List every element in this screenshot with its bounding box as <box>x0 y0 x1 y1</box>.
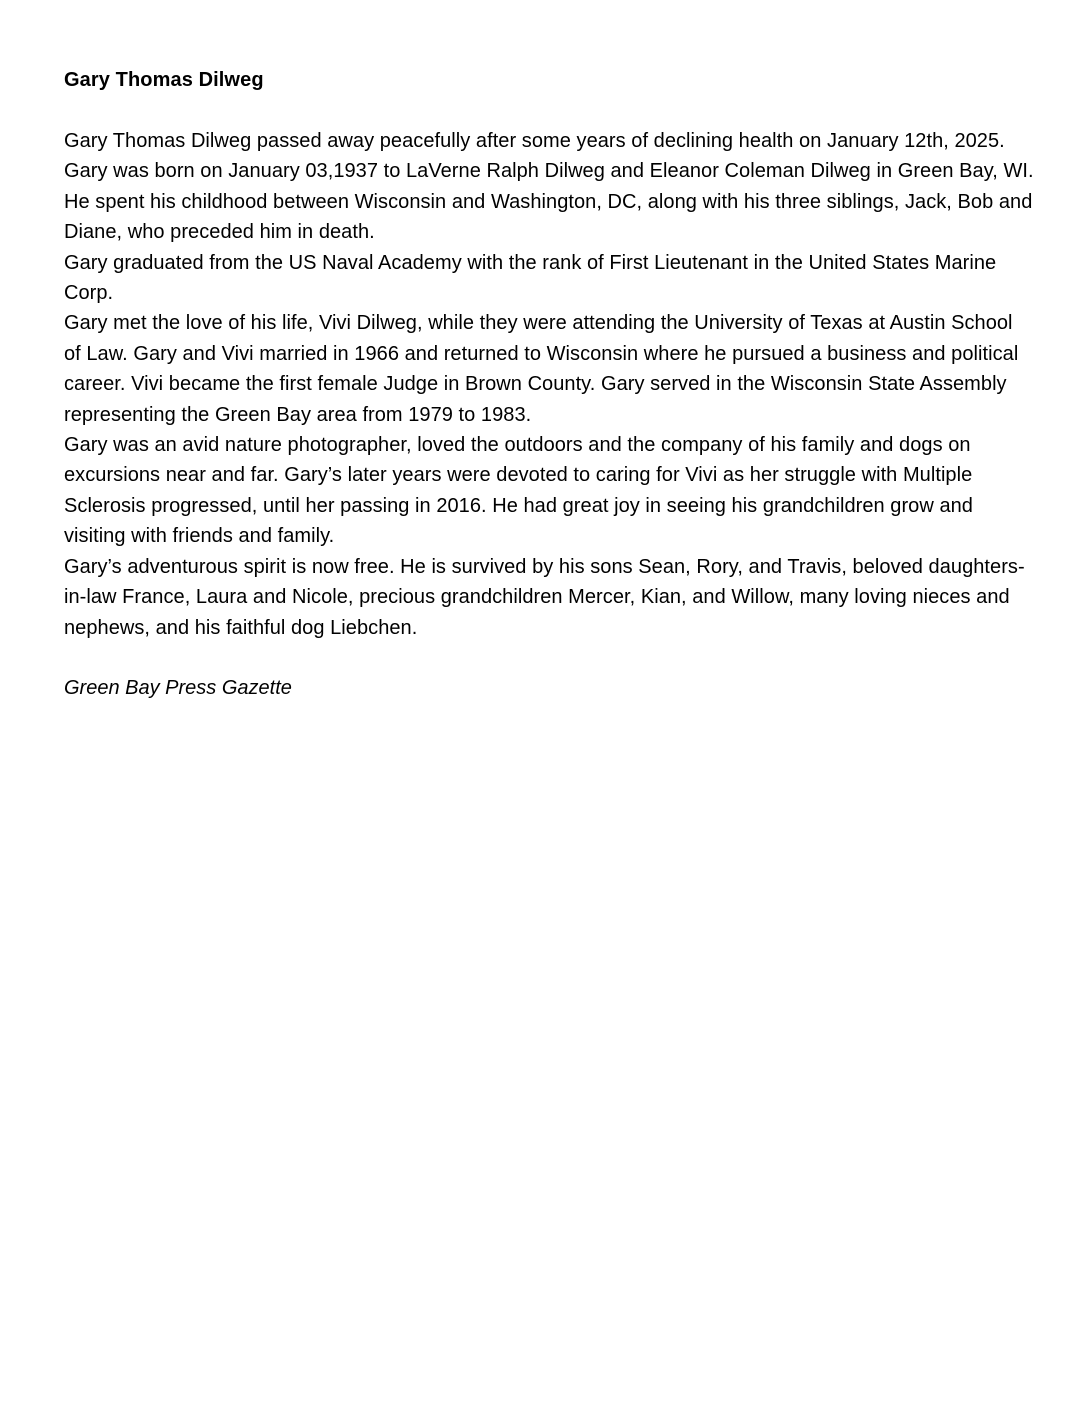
paragraph-marriage-career: Gary met the love of his life, Vivi Dilweg, while they were attending the University of Texas at Austin School of Law. Gary and Vivi married in 1966 and returned to Wisconsin where he pursued a business and political career. Vivi became the first female Judge in Brown County. Gary served in the Wisconsin State Assembly representing the Green Bay area from 1979 to 1983. <box>64 312 1019 426</box>
page-title: Gary Thomas Dilweg <box>64 69 264 91</box>
paragraph-birth: Gary was born on January 03,1937 to LaVerne Ralph Dilweg and Eleanor Coleman Dilweg in Green Bay, WI. He spent his childhood between Wisconsin and Washington, DC, along with his three siblings, Jack, Bob and Diane, who preceded him in death. <box>64 160 1034 244</box>
paragraph-passing: Gary Thomas Dilweg passed away peacefully after some years of declining health on January 12th, 2025. <box>64 130 1005 152</box>
paragraph-survivors: Gary’s adventurous spirit is now free. He is survived by his sons Sean, Rory, and Travis, beloved daughters-in-law France, Laura and Nicole, precious grandchildren Mercer, Kian, and Willow, many loving nieces and nephews, and his faithful dog Liebchen. <box>64 555 1025 639</box>
source-attribution: Green Bay Press Gazette <box>64 676 292 699</box>
paragraph-naval-academy: Gary graduated from the US Naval Academy with the rank of First Lieutenant in the United States Marine Corp. <box>64 251 997 305</box>
obituary-content <box>64 64 1034 703</box>
paragraph-later-years: Gary was an avid nature photographer, loved the outdoors and the company of his family and dogs on excursions near and far. Gary’s later years were devoted to caring for Vivi as her struggle with Multiple Sclerosis progressed, until her passing in 2016. He had great joy in seeing his grandchildren grow and visiting with friends and family. <box>64 434 973 548</box>
